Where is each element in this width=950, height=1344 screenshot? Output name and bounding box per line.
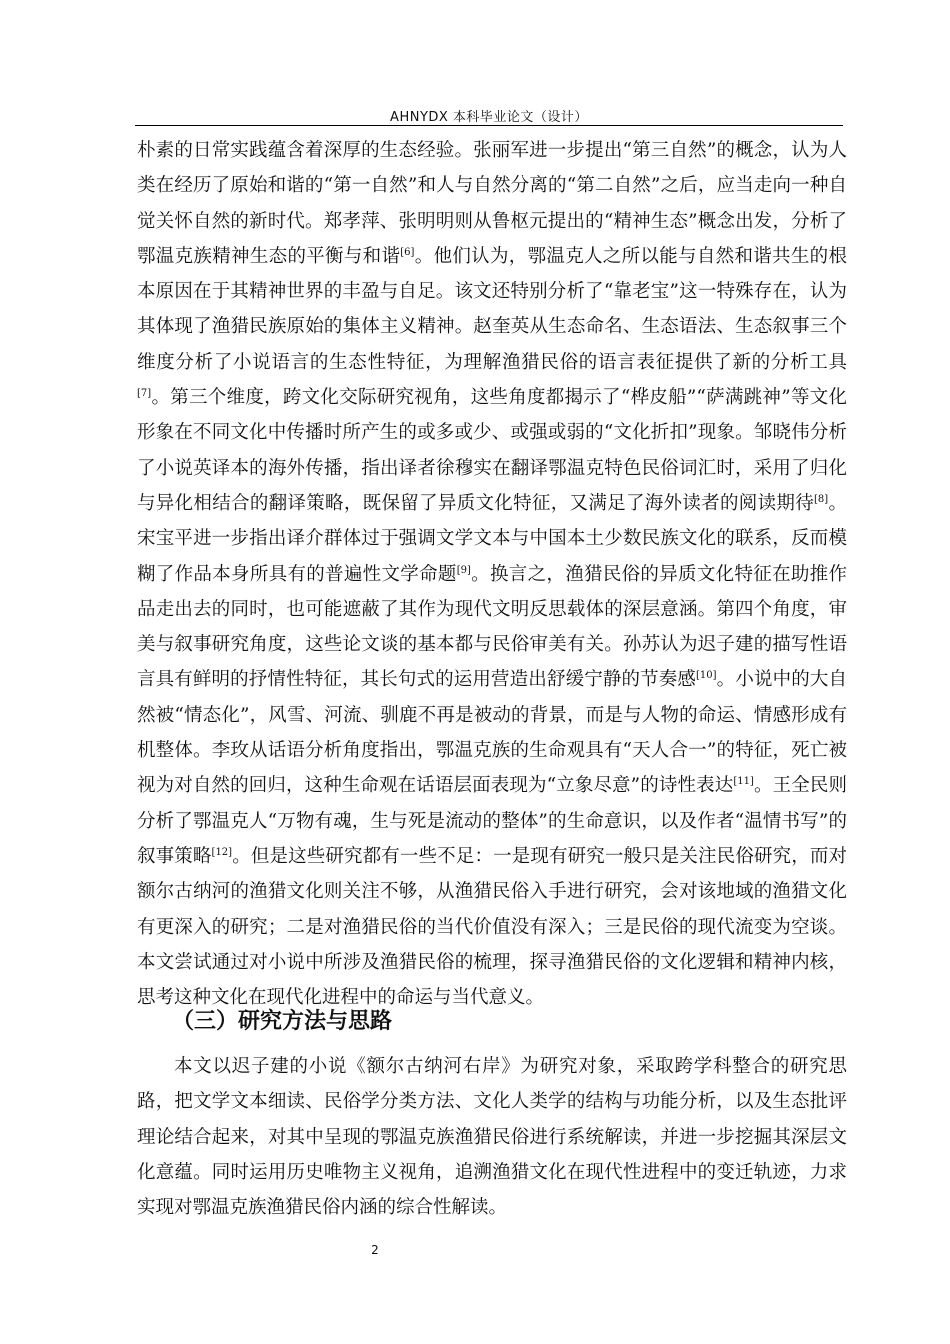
citation-9: [9] bbox=[456, 564, 471, 576]
citation-6: [6] bbox=[400, 246, 415, 258]
citation-11: [11] bbox=[733, 776, 754, 788]
body-paragraph-literature-review bbox=[137, 133, 847, 1015]
paragraph-text: 。宋宝平进一步指出译介群体过于强调文学文本与中国本土少数民族文化的联系，反而模糊了作品本身所具有的普遍性文学命题 bbox=[137, 492, 847, 585]
page-number: 2 bbox=[371, 1243, 379, 1257]
paragraph-text: 。但是这些研究都有一些不足：一是现有研究一般只是关注民俗研究，而对额尔古纳河的渔猎文化则关注不够，从渔猎民俗入手进行研究，会对该地域的渔猎文化有更深入的研究；二是对渔猎民俗的当代价值没有深入；三是民俗的现代流变为空谈。本文尝试通过对小说中所涉及渔猎民俗的梳理，探寻渔猎民俗的文化逻辑和精神内核，思考这种文化在现代化进程中的命运与当代意义。 bbox=[137, 845, 847, 1009]
section-heading: （三）研究方法与思路 bbox=[172, 1009, 393, 1034]
paragraph-text: 朴素的日常实践蕴含着深厚的生态经验。张丽军进一步提出“第三自然”的概念，认为人类在经历了原始和谐的“第一自然”和人与自然分离的“第二自然”之后，应当走向一种自觉关怀自然的新时代。郑孝萍、张明明则从鲁枢元提出的“精神生态”概念出发，分析了鄂温克族精神生态的平衡与和谐 bbox=[137, 140, 847, 267]
paragraph-text: 。小说中的大自然被“情态化”，风雪、河流、驯鹿不再是被动的背景，而是与人物的命运、情感形成有机整体。李玫从话语分析角度指出，鄂温克族的生命观具有“天人合一”的特征，死亡被视为对自然的回归，这种生命观在话语层面表现为“立象尽意”的诗性表达 bbox=[137, 669, 847, 797]
body-paragraph-methods: 本文以迟子建的小说《额尔古纳河右岸》为研究对象，采取跨学科整合的研究思路，把文学文本细读、民俗学分类方法、文化人类学的结构与功能分析，以及生态批评理论结合起来，对其中呈现的鄂温克族渔猎民俗进行系统解读，并进一步挖掘其深层文化意蕴。同时运用历史唯物主义视角，追溯渔猎文化在现代性进程中的变迁轨迹，力求实现对鄂温克族渔猎民俗内涵的综合性解读。 bbox=[137, 1056, 847, 1219]
citation-7: [7] bbox=[137, 387, 152, 399]
paragraph-text: 。他们认为，鄂温克人之所以能与自然和谐共生的根本原因在于其精神世界的丰盈与自足。该文还特别分析了“靠老宝”这一特殊存在，认为其体现了渔猎民族原始的集体主义精神。赵奎英从生态命名、生态语法、生态叙事三个维度分析了小说语言的生态性特征，为理解渔猎民俗的语言表征提供了新的分析工具 bbox=[137, 245, 847, 373]
citation-10: [10] bbox=[696, 670, 717, 682]
header-rule bbox=[135, 125, 843, 126]
paragraph-text: 。换言之，渔猎民俗的异质文化特征在助推作品走出去的同时，也可能遮蔽了其作为现代文明反思载体的深层意涵。第四个角度，审美与叙事研究角度，这些论文谈的基本都与民俗审美有关。孙苏认为迟子建的描写性语言具有鲜明的抒情性特征，其长句式的运用营造出舒缓宁静的节奏感 bbox=[137, 563, 847, 691]
running-header: AHNYDX 本科毕业论文（设计） bbox=[390, 110, 588, 125]
citation-12: [12] bbox=[211, 846, 233, 858]
paragraph-text: 。第三个维度，跨文化交际研究视角，这些角度都揭示了“桦皮船”“萨满跳神”等文化形象在不同文化中传播时所产生的或多或少、或强或弱的“文化折扣”现象。邹晓伟分析了小说英译本的海外传播，指出译者徐穆实在翻译鄂温克特色民俗词汇时，采用了归化与异化相结合的翻译策略，既保留了异质文化特征，又满足了海外读者的阅读期待 bbox=[137, 387, 847, 514]
citation-8: [8] bbox=[814, 493, 829, 505]
paragraph-text: 。王全民则分析了鄂温克人“万物有魂，生与死是流动的整体”的生命意识，以及作者“温情书写”的叙事策略 bbox=[137, 775, 847, 867]
